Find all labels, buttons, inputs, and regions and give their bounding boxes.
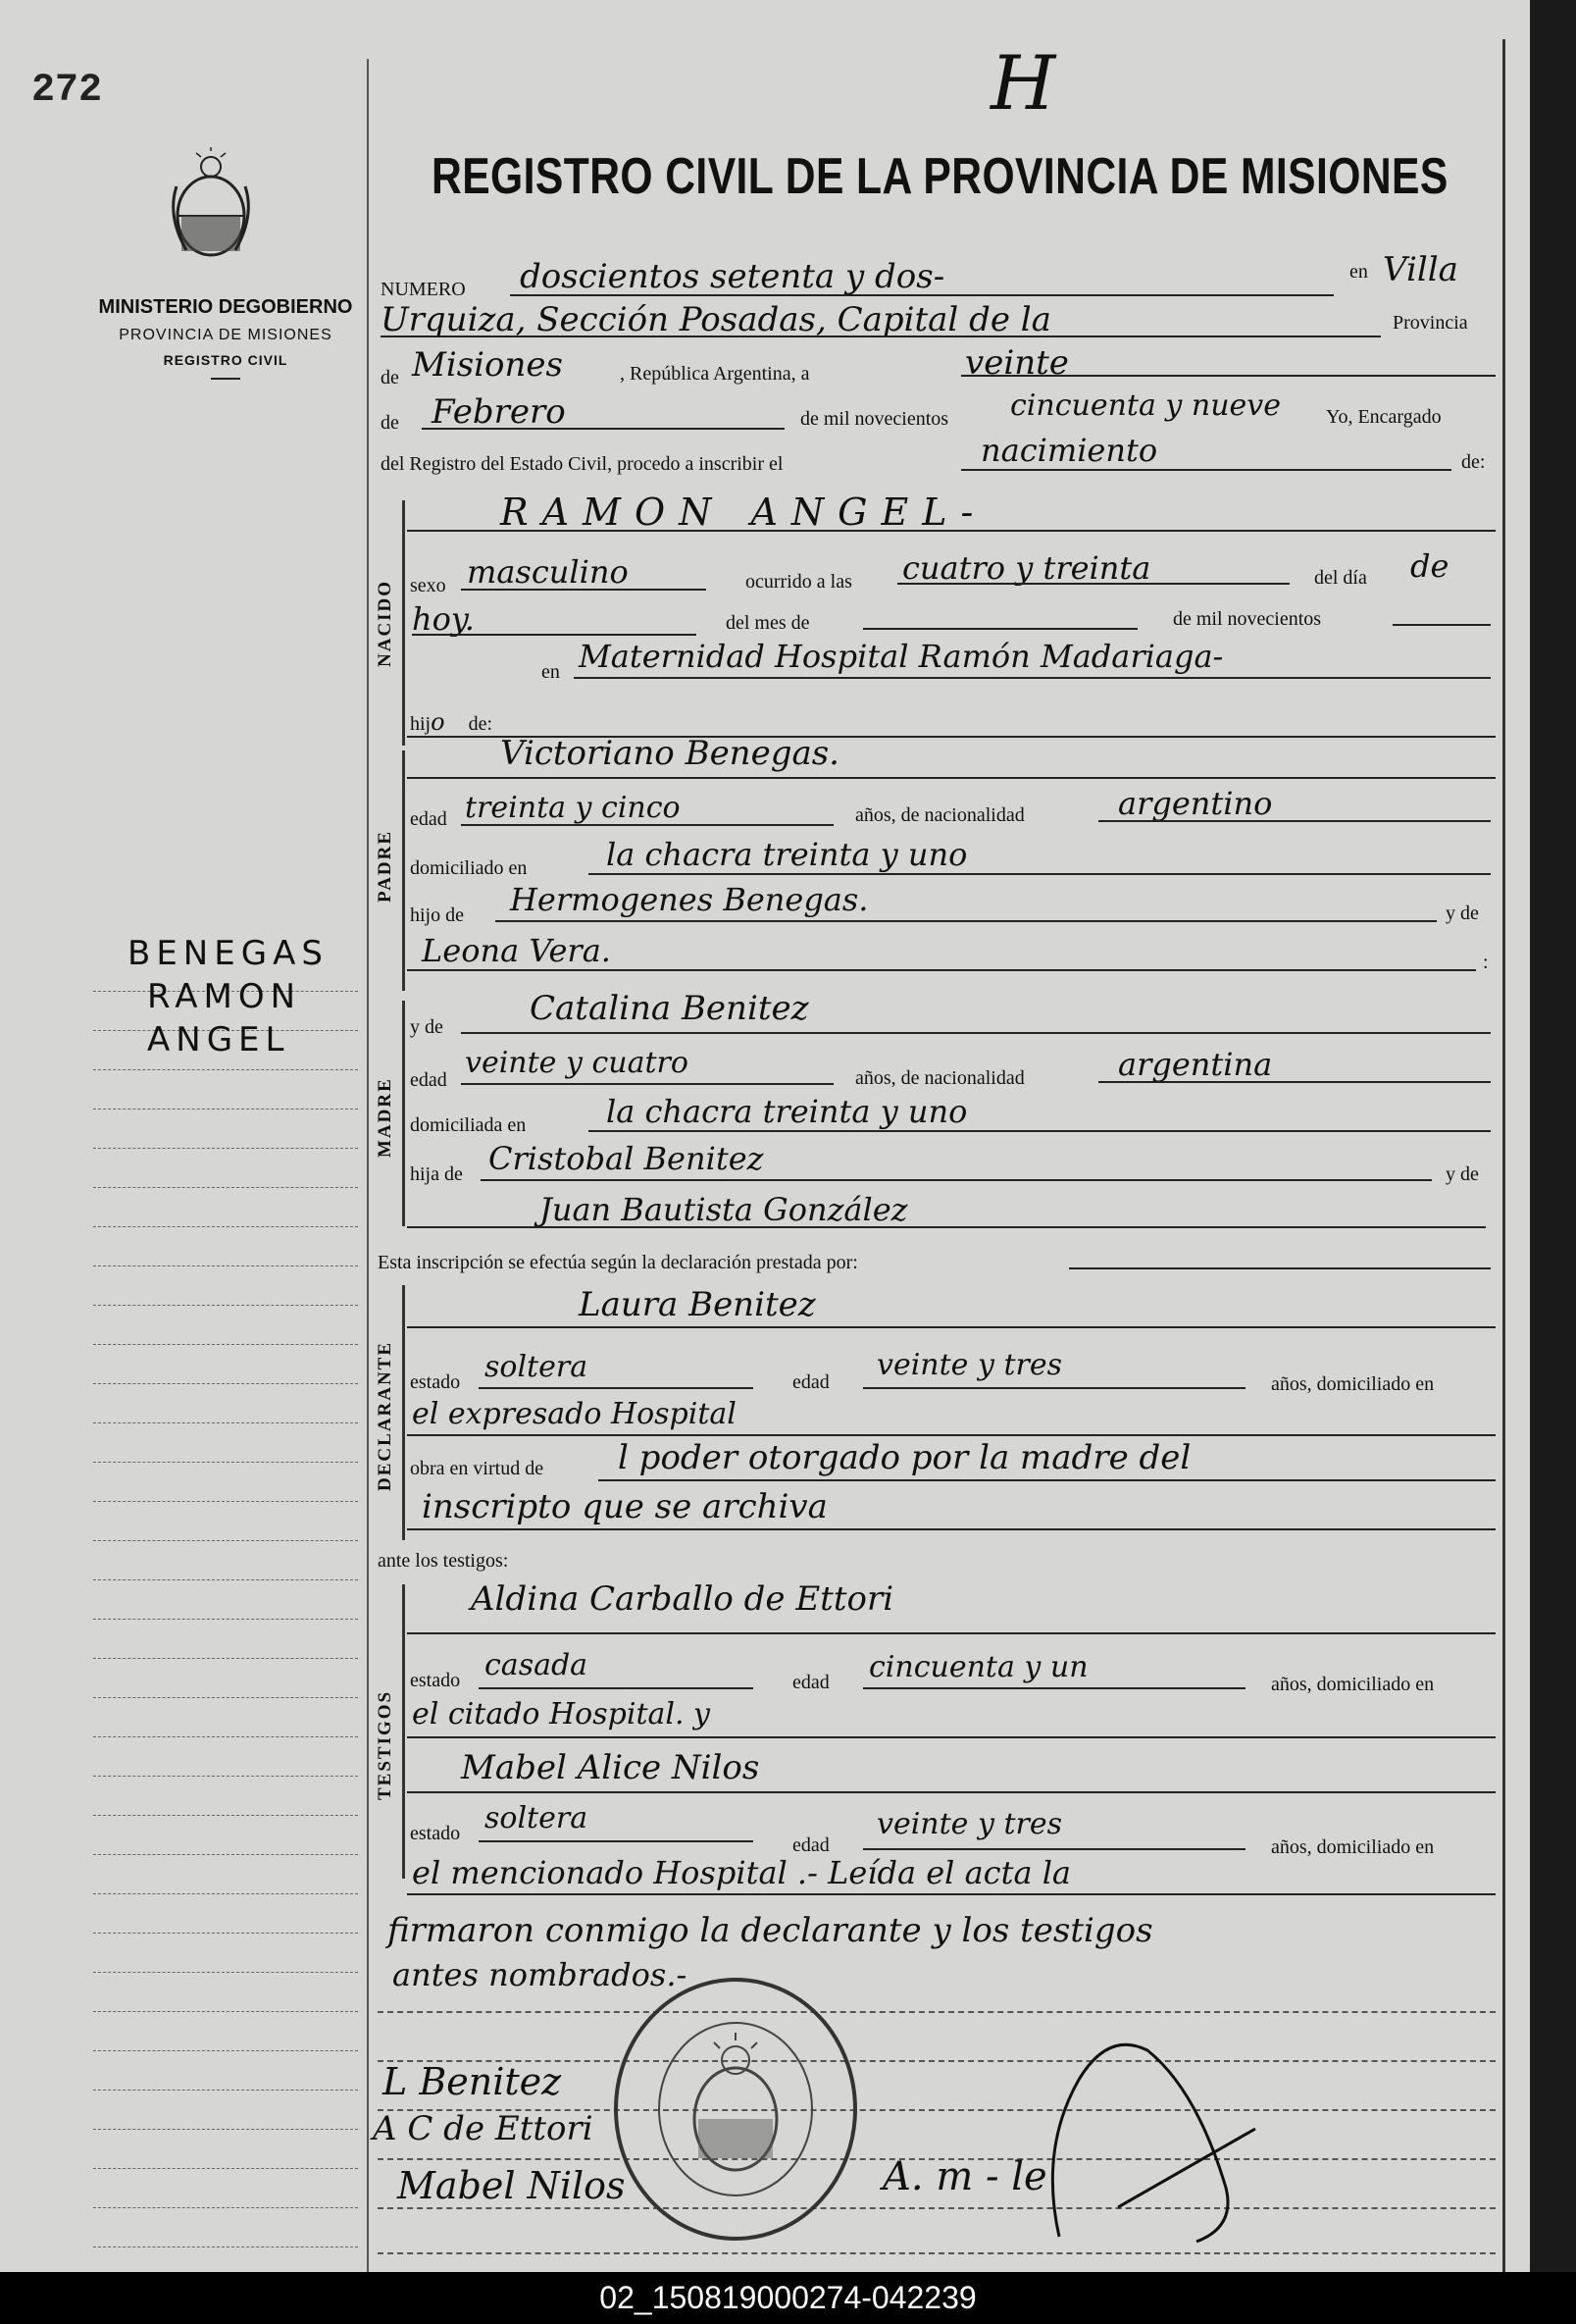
- padre-nac-line: [1098, 820, 1491, 822]
- testigo1-dom-line: [407, 1736, 1496, 1738]
- madre-dom-value: la chacra treinta y uno: [606, 1093, 968, 1130]
- padre-edad-label: edad: [410, 808, 447, 830]
- nacido-side-label: NACIDO: [375, 579, 395, 667]
- margin-line: [93, 1972, 358, 1973]
- testigo2-anios-label: años, domiciliado en: [1271, 1836, 1435, 1858]
- madre-edad-label: edad: [410, 1069, 447, 1091]
- ministry-header: [78, 296, 373, 380]
- anio-value: cincuenta y nueve: [1010, 388, 1281, 423]
- signature-testigo1: A C de Ettori: [373, 2109, 593, 2148]
- declarante-side-label: DECLARANTE: [375, 1340, 395, 1491]
- madre-edad-line: [461, 1083, 834, 1085]
- ministry-name: MINISTERIO DEGOBIERNO: [98, 296, 353, 318]
- margin-line: [93, 1893, 358, 1894]
- margin-line: [93, 1776, 358, 1777]
- margin-line: [93, 1383, 358, 1384]
- lugar-value: Maternidad Hospital Ramón Madariaga-: [579, 638, 1224, 675]
- margin-line: [93, 1540, 358, 1541]
- padre-padre-value: Hermogenes Benegas.: [510, 881, 869, 918]
- de3-label: de:: [1461, 451, 1486, 473]
- numero-line: [510, 294, 1334, 296]
- madre-nac-value: argentina: [1118, 1046, 1273, 1083]
- margin-line: [93, 2207, 358, 2208]
- testigo1-dom-value: el citado Hospital. y: [412, 1697, 710, 1731]
- mil-label: de mil novecientos: [1173, 608, 1322, 630]
- registry-seal-icon: [608, 1972, 863, 2247]
- scan-shadow: [1530, 0, 1576, 2272]
- testigos-side-label: TESTIGOS: [375, 1689, 395, 1800]
- margin-line: [93, 2168, 358, 2169]
- declarante-edad-value: veinte y tres: [877, 1348, 1062, 1382]
- testigo2-nombre: Mabel Alice Nilos: [461, 1748, 760, 1787]
- en-value-1: Villa: [1383, 250, 1458, 289]
- nacido-section: [402, 500, 1499, 746]
- padre-nac-label: años, de nacionalidad: [855, 804, 1025, 826]
- testigo2-dom-line: [407, 1893, 1496, 1895]
- madre-y-de2-label: y de: [1446, 1163, 1479, 1185]
- padre-madre-line: [407, 969, 1476, 971]
- padre-nombre-line: [407, 777, 1496, 779]
- dia-label: del día: [1314, 567, 1367, 589]
- testigo2-edad-label: edad: [792, 1834, 830, 1856]
- hijo-label-text: hij: [410, 713, 432, 735]
- republica-label: , República Argentina, a: [620, 363, 810, 385]
- margin-line: [93, 1501, 358, 1502]
- margin-line: [93, 1422, 358, 1423]
- margin-line: [93, 1658, 358, 1659]
- ruled-line: [378, 2207, 1496, 2209]
- ministry-rule: [211, 378, 240, 380]
- testigo2-edad-value: veinte y tres: [877, 1807, 1062, 1841]
- nacido-dia-value-2: hoy.: [412, 600, 475, 638]
- padre-edad-line: [461, 824, 834, 826]
- declarante-dom-value: el expresado Hospital: [412, 1397, 737, 1431]
- testigo2-edad-line: [863, 1848, 1246, 1850]
- madre-dom-label: domiciliada en: [410, 1114, 527, 1136]
- nombre-line: [407, 530, 1496, 532]
- lugar-line: [574, 677, 1491, 679]
- de-label: de: [381, 367, 399, 388]
- margin-line: [93, 1109, 358, 1110]
- sexo-label: sexo: [410, 575, 446, 596]
- declarante-edad-line: [863, 1387, 1246, 1389]
- dia-value: veinte: [965, 343, 1069, 383]
- hijo-label: [410, 708, 492, 736]
- declarante-obra-value-2: inscripto que se archiva: [422, 1487, 828, 1526]
- hijo-suffix: o: [431, 708, 445, 736]
- en-value-2: Urquiza, Sección Posadas, Capital de la: [381, 300, 1051, 339]
- right-rule: [1502, 39, 1505, 2272]
- madre-edad-value: veinte y cuatro: [465, 1046, 688, 1080]
- padre-side-label: PADRE: [375, 829, 395, 903]
- margin-line: [93, 1579, 358, 1580]
- margin-line: [93, 1187, 358, 1188]
- testigo1-nombre: Aldina Carballo de Ettori: [471, 1579, 894, 1619]
- acto-value: nacimiento: [981, 432, 1158, 469]
- hora-line: [897, 583, 1290, 585]
- margin-line: [93, 1619, 358, 1620]
- margin-line: [93, 2129, 358, 2130]
- margin-line: [93, 1344, 358, 1345]
- padre-colon: :: [1483, 952, 1489, 973]
- signature-testigo2: Mabel Nilos: [397, 2164, 626, 2207]
- lugar-en-label: en: [541, 661, 560, 683]
- declarante-nombre-line: [407, 1326, 1496, 1328]
- margin-line: [93, 1815, 358, 1816]
- padre-dom-value: la chacra treinta y uno: [606, 836, 968, 873]
- testigo1-estado-value: casada: [484, 1648, 588, 1682]
- signature-declarante: L Benitez: [382, 2060, 562, 2103]
- declarante-estado-value: soltera: [484, 1350, 588, 1384]
- declarante-anios-label: años, domiciliado en: [1271, 1373, 1435, 1395]
- testigo2-estado-value: soltera: [484, 1801, 588, 1835]
- coat-of-arms-icon: [167, 147, 255, 265]
- margin-line: [93, 1265, 358, 1266]
- padre-dom-line: [588, 873, 1491, 875]
- padre-hijo-de-label: hijo de: [410, 904, 464, 926]
- margin-line: [93, 1697, 358, 1698]
- madre-nac-label: años, de nacionalidad: [855, 1067, 1025, 1089]
- testigo2-nombre-line: [407, 1791, 1496, 1793]
- inscripcion-line: [1069, 1267, 1491, 1269]
- testigo1-estado-label: estado: [410, 1670, 461, 1691]
- margin-note: [127, 932, 329, 1061]
- mil-line: [1393, 624, 1491, 626]
- cierre-line-2: antes nombrados.-: [392, 1956, 687, 1993]
- padre-nombre: Victoriano Benegas.: [500, 734, 839, 773]
- hijo-de-label: de:: [468, 713, 493, 735]
- margin-note-surname: BENEGAS: [127, 934, 329, 973]
- image-caption: 02_150819000274-042239: [0, 2272, 1576, 2324]
- sexo-line: [461, 589, 706, 591]
- dia-line: [961, 375, 1496, 377]
- testigo1-edad-value: cincuenta y un: [869, 1650, 1089, 1684]
- declarante-dom-line: [407, 1434, 1496, 1436]
- margin-line: [93, 1736, 358, 1737]
- margin-mark: H: [991, 39, 1056, 127]
- declarante-obra-label: obra en virtud de: [410, 1458, 544, 1479]
- mes-label: del mes de: [726, 612, 810, 634]
- mes-line: [422, 428, 785, 430]
- margin-line: [93, 1462, 358, 1463]
- en-label: en: [1349, 261, 1368, 283]
- declarante-obra-line: [598, 1479, 1496, 1481]
- padre-edad-value: treinta y cinco: [465, 791, 681, 825]
- page-number: 272: [31, 69, 103, 113]
- madre-madre-line: [407, 1226, 1486, 1228]
- dia2-line: [412, 634, 696, 636]
- padre-y-de-label: y de: [1446, 903, 1479, 924]
- yo-label: Yo, Encargado: [1326, 406, 1442, 428]
- margin-line: [93, 1854, 358, 1855]
- margin-line: [93, 1933, 358, 1934]
- provincia-label: Provincia: [1393, 312, 1468, 334]
- provincia-value: Misiones: [412, 345, 563, 385]
- testigo1-estado-line: [479, 1687, 753, 1689]
- padre-dom-label: domiciliado en: [410, 857, 528, 879]
- cierre-line-1: firmaron conmigo la declarante y los testigos: [387, 1911, 1153, 1950]
- inscripcion-label: Esta inscripción se efectúa según la declaración prestada por:: [378, 1252, 858, 1273]
- margin-note-name1: RAMON: [147, 977, 302, 1016]
- encargado-signature-icon: [1000, 2011, 1295, 2256]
- declarante-edad-label: edad: [792, 1371, 830, 1393]
- madre-padre-line: [481, 1179, 1432, 1181]
- declarante-estado-line: [479, 1387, 753, 1389]
- testigo2-estado-label: estado: [410, 1823, 461, 1844]
- padre-nac-value: argentino: [1118, 785, 1273, 822]
- testigo1-edad-label: edad: [792, 1672, 830, 1693]
- madre-y-de-label: y de: [410, 1016, 443, 1038]
- registro-label: del Registro del Estado Civil, procedo a inscribir el: [381, 453, 784, 475]
- margin-line: [93, 1069, 358, 1070]
- madre-nac-line: [1098, 1081, 1491, 1083]
- acto-line: [961, 469, 1451, 471]
- margin-line: [93, 1305, 358, 1306]
- testigos-label: ante los testigos:: [378, 1550, 509, 1572]
- padre-padre-line: [495, 920, 1437, 922]
- madre-nombre-line: [461, 1032, 1491, 1034]
- declarante-obra-value-1: l poder otorgado por la madre del: [618, 1438, 1192, 1477]
- nacido-dia-value: de: [1410, 547, 1449, 585]
- margin-line: [93, 1148, 358, 1149]
- ocurrido-label: ocurrido a las: [745, 571, 852, 593]
- page-title: REGISTRO CIVIL DE LA PROVINCIA DE MISIONES: [432, 148, 1449, 205]
- margin-line: [93, 2011, 358, 2012]
- testigo1-edad-line: [863, 1687, 1246, 1689]
- madre-dom-line: [588, 1130, 1491, 1132]
- de2-label: de: [381, 412, 399, 434]
- margin-rule: [367, 59, 369, 2272]
- madre-madre-value: Juan Bautista González: [539, 1191, 908, 1228]
- sexo-value: masculino: [467, 553, 629, 591]
- signature-encargado-initials: A. m - le: [883, 2154, 1047, 2199]
- declarante-nombre: Laura Benitez: [579, 1285, 816, 1324]
- ruled-line: [378, 2252, 1496, 2254]
- margin-line: [93, 2090, 358, 2091]
- nacido-nombre: RAMON ANGEL-: [500, 491, 988, 534]
- testigo1-nombre-line: [407, 1632, 1496, 1634]
- margin-line: [93, 2050, 358, 2051]
- ministry-office: REGISTRO CIVIL: [163, 352, 288, 368]
- hora-value: cuatro y treinta: [902, 549, 1151, 587]
- madre-side-label: MADRE: [375, 1077, 395, 1158]
- madre-padre-value: Cristobal Benitez: [488, 1140, 764, 1177]
- anio-label: de mil novecientos: [800, 408, 949, 430]
- declarante-obra2-line: [407, 1528, 1496, 1530]
- numero-label: NUMERO: [381, 279, 466, 300]
- padre-madre-value: Leona Vera.: [422, 932, 611, 969]
- nacido-mes-line: [863, 628, 1138, 630]
- en-line: [381, 336, 1381, 337]
- mes-value: Febrero: [432, 392, 566, 432]
- margin-note-name2: ANGEL: [147, 1020, 290, 1059]
- ruled-line: [378, 2011, 1496, 2013]
- testigo1-anios-label: años, domiciliado en: [1271, 1674, 1435, 1695]
- madre-hija-de-label: hija de: [410, 1163, 463, 1185]
- numero-value: doscientos setenta y dos-: [520, 257, 945, 296]
- madre-nombre: Catalina Benitez: [530, 989, 809, 1028]
- testigo2-estado-line: [479, 1840, 753, 1842]
- testigo2-dom-value: el mencionado Hospital .- Leída el acta la: [412, 1854, 1071, 1891]
- margin-line: [93, 1226, 358, 1227]
- ministry-province: PROVINCIA DE MISIONES: [119, 327, 332, 343]
- declarante-estado-label: estado: [410, 1371, 461, 1393]
